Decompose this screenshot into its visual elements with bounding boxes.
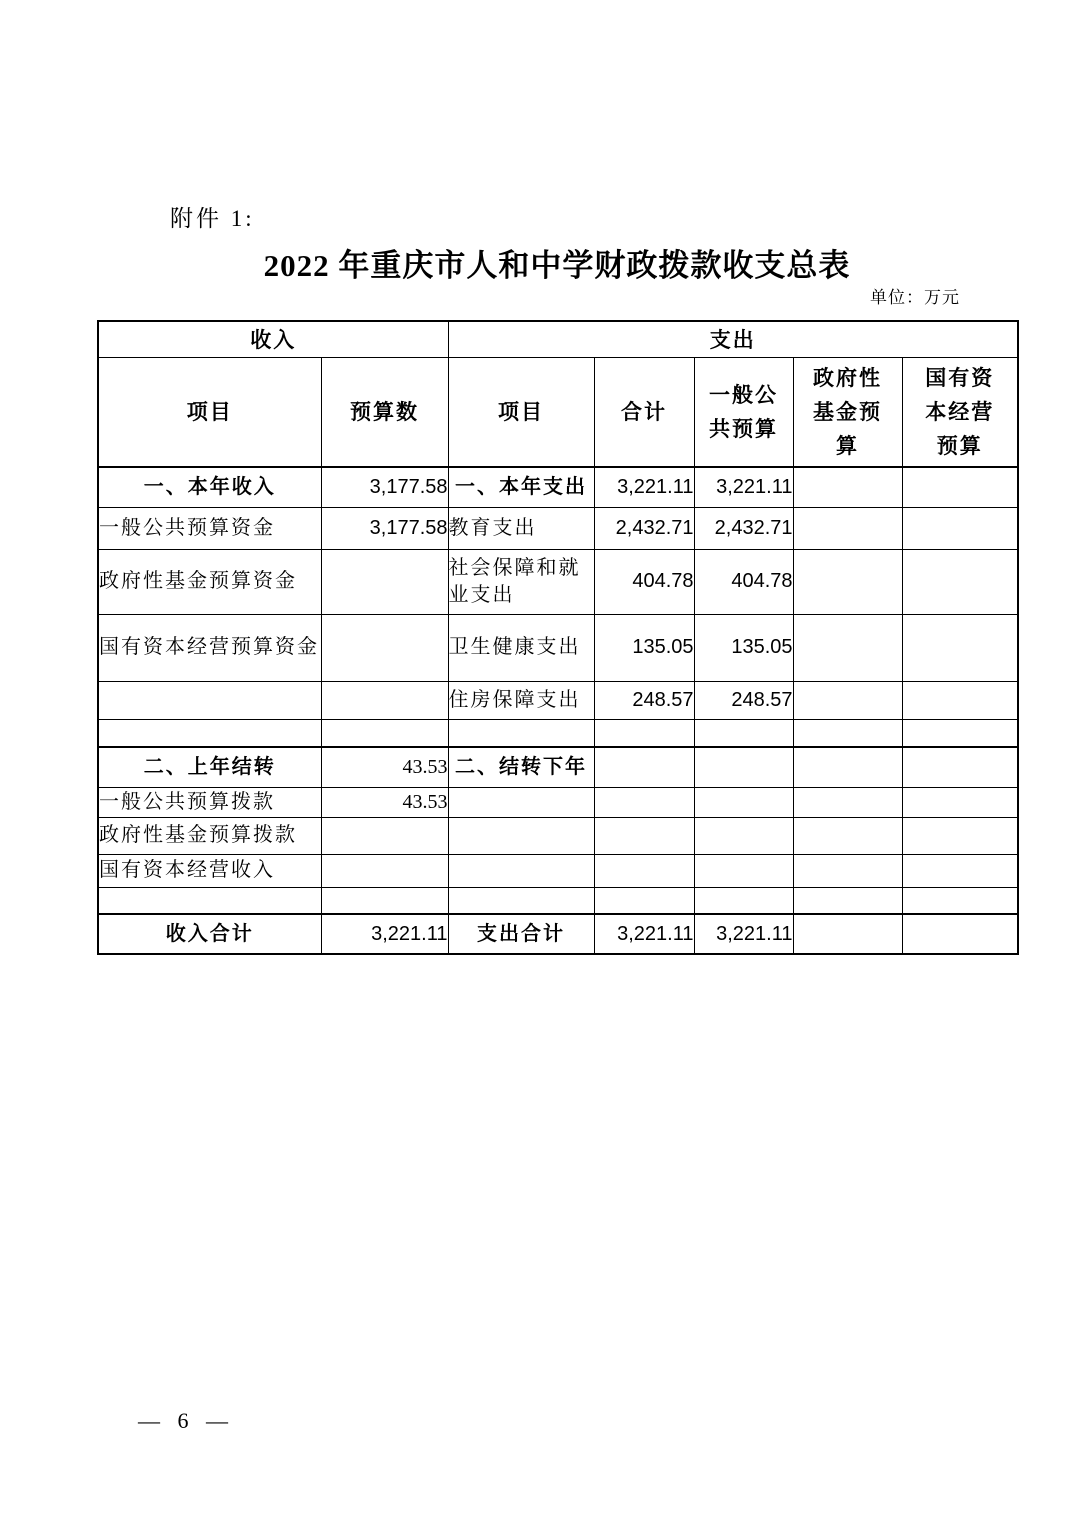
expense-item-cell: 住房保障支出 xyxy=(448,681,594,719)
income-item-cell: 政府性基金预算拨款 xyxy=(98,817,321,854)
income-budget-cell: 3,177.58 xyxy=(321,507,448,549)
expense-total-cell xyxy=(594,887,694,914)
table-row xyxy=(98,507,1018,549)
table-row xyxy=(98,681,1018,719)
unit-note: 单位：万元 xyxy=(870,288,960,307)
income-budget-cell xyxy=(321,681,448,719)
income-item-cell: 政府性基金预算资金 xyxy=(98,549,321,614)
expense-general-public-cell: 404.78 xyxy=(694,549,793,614)
expense-section-header: 支出 xyxy=(448,321,1018,357)
table-row xyxy=(98,787,1018,817)
expense-item-cell: 二、结转下年 xyxy=(448,747,594,787)
expense-state-capital-cell xyxy=(902,614,1018,681)
expense-state-capital-cell xyxy=(902,854,1018,887)
expense-item-cell xyxy=(448,719,594,747)
expense-state-capital-cell xyxy=(902,914,1018,954)
expense-total-cell: 248.57 xyxy=(594,681,694,719)
page-title: 2022 年重庆市人和中学财政拨款收支总表 xyxy=(263,248,851,283)
expense-item-cell: 支出合计 xyxy=(448,914,594,954)
income-budget-cell: 3,177.58 xyxy=(321,467,448,507)
income-budget-cell xyxy=(321,719,448,747)
expense-general-public-cell: 3,221.11 xyxy=(694,914,793,954)
income-item-cell: 一般公共预算拨款 xyxy=(98,787,321,817)
table-row xyxy=(98,321,1018,357)
expense-total-cell xyxy=(594,719,694,747)
income-budget-cell: 43.53 xyxy=(321,747,448,787)
income-budget-cell: 43.53 xyxy=(321,787,448,817)
expense-state-capital-cell xyxy=(902,787,1018,817)
expense-general-public-cell xyxy=(694,854,793,887)
income-budget-cell xyxy=(321,817,448,854)
income-budget-cell xyxy=(321,549,448,614)
expense-general-public-cell xyxy=(694,719,793,747)
expense-general-public-cell xyxy=(694,747,793,787)
expense-item-cell: 卫生健康支出 xyxy=(448,614,594,681)
header-general-public-budget: 一般公共预算 xyxy=(694,357,793,467)
income-budget-cell: 3,221.11 xyxy=(321,914,448,954)
expense-state-capital-cell xyxy=(902,549,1018,614)
expense-gov-fund-cell xyxy=(793,719,902,747)
expense-total-cell: 2,432.71 xyxy=(594,507,694,549)
expense-total-cell xyxy=(594,817,694,854)
expense-total-cell xyxy=(594,747,694,787)
expense-gov-fund-cell xyxy=(793,854,902,887)
expense-total-cell xyxy=(594,787,694,817)
expense-general-public-cell: 248.57 xyxy=(694,681,793,719)
table-row xyxy=(98,357,1018,467)
expense-total-cell: 135.05 xyxy=(594,614,694,681)
income-item-cell: 国有资本经营收入 xyxy=(98,854,321,887)
budget-table xyxy=(97,320,1019,955)
income-item-cell xyxy=(98,719,321,747)
expense-state-capital-cell xyxy=(902,747,1018,787)
expense-item-cell xyxy=(448,854,594,887)
expense-item-cell: 社会保障和就业支出 xyxy=(448,549,594,614)
expense-item-cell: 教育支出 xyxy=(448,507,594,549)
expense-gov-fund-cell xyxy=(793,681,902,719)
expense-gov-fund-cell xyxy=(793,467,902,507)
expense-general-public-cell: 3,221.11 xyxy=(694,467,793,507)
attachment-label: 附件 1: xyxy=(170,206,255,231)
table-row xyxy=(98,817,1018,854)
expense-gov-fund-cell xyxy=(793,507,902,549)
income-item-cell xyxy=(98,681,321,719)
expense-general-public-cell xyxy=(694,817,793,854)
expense-total-cell xyxy=(594,854,694,887)
expense-state-capital-cell xyxy=(902,719,1018,747)
header-expense-total: 合计 xyxy=(594,357,694,467)
table-row xyxy=(98,719,1018,747)
expense-total-cell: 3,221.11 xyxy=(594,467,694,507)
header-income-item: 项目 xyxy=(98,357,321,467)
table-row xyxy=(98,887,1018,914)
income-item-cell: 一般公共预算资金 xyxy=(98,507,321,549)
expense-total-cell: 404.78 xyxy=(594,549,694,614)
expense-gov-fund-cell xyxy=(793,887,902,914)
expense-item-cell xyxy=(448,787,594,817)
table-row xyxy=(98,549,1018,614)
header-expense-item: 项目 xyxy=(448,357,594,467)
income-item-cell: 二、上年结转 xyxy=(98,747,321,787)
income-item-cell: 国有资本经营预算资金 xyxy=(98,614,321,681)
expense-gov-fund-cell xyxy=(793,817,902,854)
table-row xyxy=(98,467,1018,507)
expense-state-capital-cell xyxy=(902,467,1018,507)
expense-general-public-cell: 135.05 xyxy=(694,614,793,681)
income-item-cell: 收入合计 xyxy=(98,914,321,954)
income-budget-cell xyxy=(321,854,448,887)
expense-general-public-cell xyxy=(694,787,793,817)
income-section-header: 收入 xyxy=(98,321,448,357)
expense-general-public-cell xyxy=(694,887,793,914)
expense-state-capital-cell xyxy=(902,507,1018,549)
income-budget-cell xyxy=(321,887,448,914)
expense-state-capital-cell xyxy=(902,817,1018,854)
expense-gov-fund-cell xyxy=(793,614,902,681)
expense-item-cell xyxy=(448,887,594,914)
expense-general-public-cell: 2,432.71 xyxy=(694,507,793,549)
header-income-budget: 预算数 xyxy=(321,357,448,467)
expense-state-capital-cell xyxy=(902,887,1018,914)
expense-item-cell xyxy=(448,817,594,854)
table-row xyxy=(98,914,1018,954)
expense-gov-fund-cell xyxy=(793,914,902,954)
expense-gov-fund-cell xyxy=(793,747,902,787)
header-gov-fund-budget: 政府性基金预算 xyxy=(793,357,902,467)
expense-gov-fund-cell xyxy=(793,549,902,614)
expense-gov-fund-cell xyxy=(793,787,902,817)
expense-state-capital-cell xyxy=(902,681,1018,719)
income-budget-cell xyxy=(321,614,448,681)
header-state-capital-budget: 国有资本经营预算 xyxy=(902,357,1018,467)
table-row xyxy=(98,614,1018,681)
expense-total-cell: 3,221.11 xyxy=(594,914,694,954)
expense-item-cell: 一、本年支出 xyxy=(448,467,594,507)
income-item-cell: 一、本年收入 xyxy=(98,467,321,507)
page-number: — 6 — xyxy=(138,1408,230,1433)
table-row xyxy=(98,854,1018,887)
income-item-cell xyxy=(98,887,321,914)
table-row xyxy=(98,747,1018,787)
